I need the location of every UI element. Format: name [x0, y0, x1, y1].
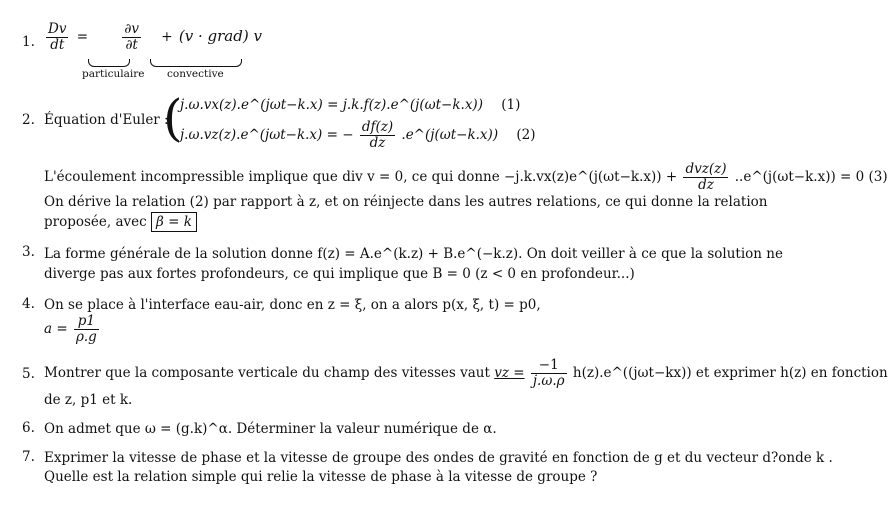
system-brace: (: [163, 89, 183, 147]
item-5-line-1: Montrer que la composante verticale du champ des vitesses vaut vz = $\frac{-1}{j.\omega.\rho}$ h(z).e^((jωt−kx)) et exprimer h(z) en fonction: [44, 357, 888, 389]
particular-term: $\frac{\partial v}{\partial t}$: [124, 21, 139, 53]
item-4-text: On se place à l'interface eau-air, donc en z = ξ, on a alors p(x, ξ, t) = p0,: [44, 297, 541, 313]
item-7-line-1: Exprimer la vitesse de phase et la vitesse de groupe des ondes de gravité en fonction de g et du vecteur d?onde k .: [44, 450, 833, 466]
underbrace-particular: [88, 59, 130, 67]
item-7-line-2: Quelle est la relation simple qui relie la vitesse de phase à la vitesse de groupe ?: [44, 469, 598, 485]
euler-eq-2: j.ω.vz(z).e^(jωt−k.x) = − $\frac{df(z)}{dz}$ .e^(j(ωt−k.x)) (2): [180, 119, 536, 151]
plus-sign: +: [161, 29, 173, 45]
underbrace-convective: [150, 59, 242, 67]
item-number: 7.: [22, 449, 35, 465]
item-3-text: La forme générale de la solution donne f(z) = A.e^(k.z) + B.e^(−k.z). On doit veiller à ce que la solution ne diverge pas aux fortes profondeurs, ce qui implique que B = 0 (z < 0 en profondeur...): [44, 246, 783, 282]
lhs-fraction: $\frac{Dv}{dt}$: [48, 21, 67, 53]
item-number: 1.: [22, 34, 35, 50]
euler-intro: Équation d'Euler :: [44, 112, 169, 128]
item-5: [0, 357, 888, 408]
item-number: 2.: [22, 112, 35, 128]
item-6: [0, 420, 800, 440]
item-1: [0, 22, 800, 82]
convective-term: (v · grad) v: [178, 27, 262, 45]
item-1-equation: [44, 22, 790, 53]
euler-eq-1: j.ω.vx(z).e^(jωt−k.x) = j.k.f(z).e^(j(ωt−k.x)) (1): [180, 97, 521, 113]
item-number: 4.: [22, 296, 35, 312]
item-number: 3.: [22, 244, 35, 260]
item-number: 6.: [22, 420, 35, 436]
item-5-line-2: de z, p1 et k.: [44, 392, 133, 408]
item-4-formula: a = $\frac{p1}{\rho.g}$: [44, 313, 97, 345]
item-2: [0, 89, 888, 237]
label-convective: convective: [167, 68, 224, 80]
item-3: [0, 244, 800, 288]
label-particulaire: particulaire: [82, 68, 145, 80]
result-box: β = k: [151, 212, 197, 232]
item-number: 5.: [22, 366, 35, 382]
derivation-paragraph: On dérive la relation (2) par rapport à z, et on réinjecte dans les autres relations, ce qui donne la relation proposée, avec β = k: [44, 194, 768, 230]
equals-sign: =: [76, 29, 89, 45]
incompressible-paragraph: L'écoulement incompressible implique que div v = 0, ce qui donne −j.k.vx(z)e^(j(ωt−k.x)) + $\frac{\text{dvz(z)}}{dz}$ ..e^(j(ωt−k.x)) = 0 (3): [44, 161, 888, 193]
item-7: [0, 449, 833, 489]
item-6-text: On admet que ω = (g.k)^α. Déterminer la valeur numérique de α.: [44, 421, 497, 437]
item-4: [0, 296, 800, 348]
